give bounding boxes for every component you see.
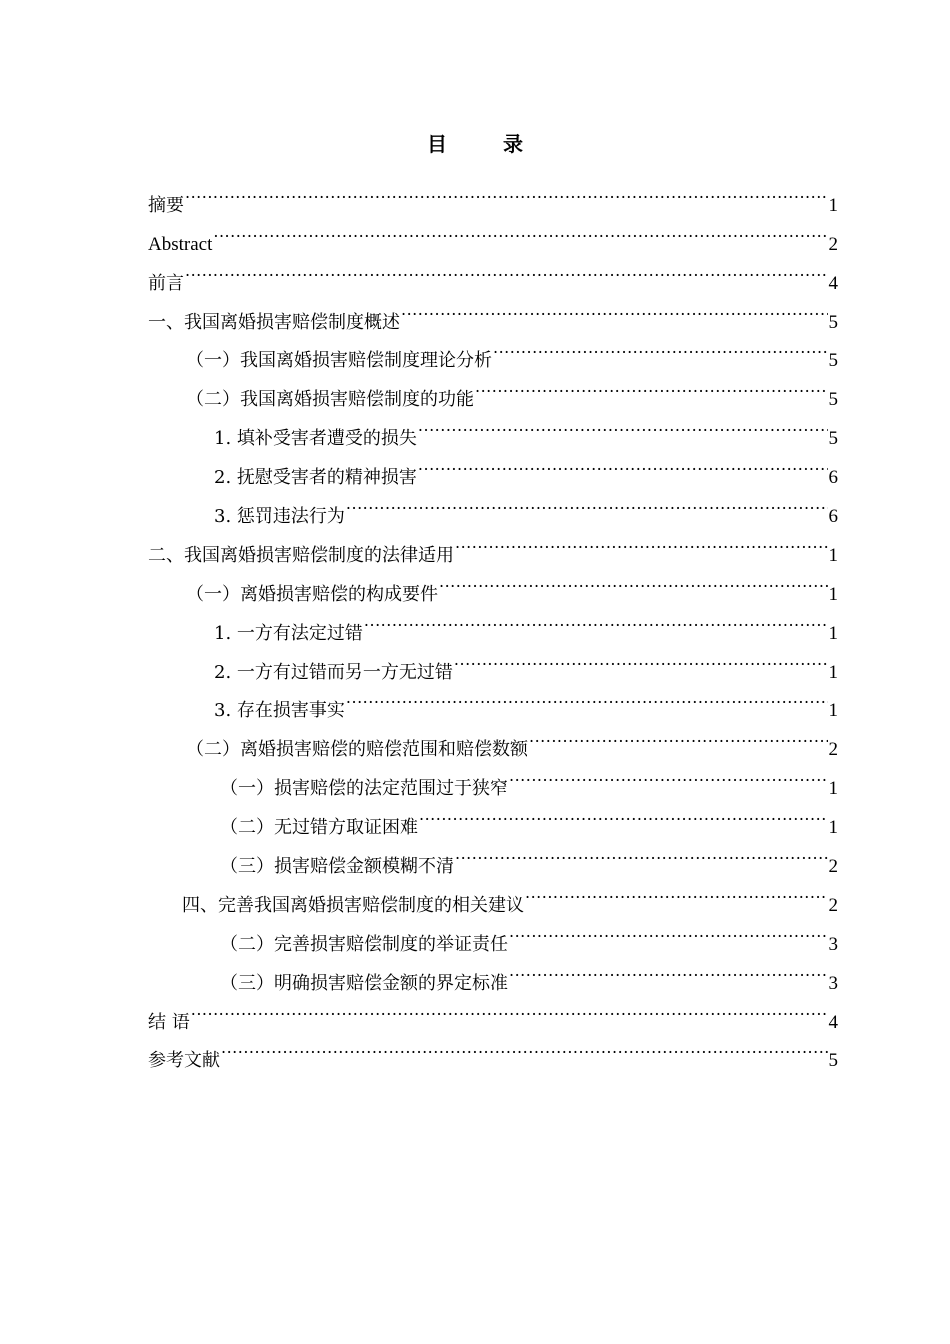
toc-entry-page-number: 5: [828, 311, 838, 333]
toc-entry-label: 3. 存在损害事实: [214, 700, 345, 722]
toc-entry-page-number: 1: [828, 700, 838, 722]
dot-leader: [509, 911, 828, 950]
toc-entry-label: （二）离婚损害赔偿的赔偿范围和赔偿数额: [186, 739, 528, 761]
toc-entry-label: Abstract: [148, 233, 213, 255]
dot-leader: [439, 561, 828, 600]
dot-leader: [185, 250, 828, 289]
toc-entry-label: （三）损害赔偿金额模糊不清: [220, 856, 454, 878]
dot-leader: [213, 211, 827, 250]
toc-entry-page-number: 5: [828, 350, 838, 372]
dot-leader: [364, 600, 828, 639]
toc-entry[interactable]: [148, 1028, 838, 1072]
toc-entry[interactable]: [148, 211, 838, 255]
dot-leader: [191, 989, 828, 1028]
toc-entry-label: （一）损害赔偿的法定范围过于狭窄: [220, 778, 508, 800]
dot-leader: [418, 405, 828, 444]
toc-entry-label: 二、我国离婚损害赔偿制度的法律适用: [148, 544, 454, 566]
toc-entry-page-number: 2: [828, 856, 838, 878]
toc-entry-label: 2. 抚慰受害者的精神损害: [214, 467, 417, 489]
toc-entry-label: 1. 填补受害者遭受的损失: [214, 428, 417, 450]
toc-entry-label: 参考文献: [148, 1050, 220, 1072]
dot-leader: [454, 639, 828, 678]
toc-entry-page-number: 5: [828, 1050, 838, 1072]
toc-entry-page-number: 6: [828, 506, 838, 528]
dot-leader: [221, 1028, 828, 1067]
toc-entry[interactable]: [148, 989, 838, 1033]
dot-leader: [509, 950, 828, 989]
toc-entry-label: （一）离婚损害赔偿的构成要件: [186, 583, 438, 605]
toc-entry-page-number: 4: [828, 272, 838, 294]
toc-entry-label: （一）我国离婚损害赔偿制度理论分析: [186, 350, 492, 372]
toc-entry[interactable]: [148, 250, 838, 294]
toc-entry-page-number: 4: [828, 1011, 838, 1033]
toc-entry-label: （二）无过错方取证困难: [220, 817, 418, 839]
dot-leader: [455, 833, 828, 872]
dot-leader: [346, 483, 828, 522]
toc-entry-label: 3. 惩罚违法行为: [214, 506, 345, 528]
toc-entry-page-number: 2: [828, 739, 838, 761]
dot-leader: [455, 522, 828, 561]
toc-entry-page-number: 1: [828, 544, 838, 566]
toc-entry-page-number: 1: [828, 817, 838, 839]
toc-entry-label: 1. 一方有法定过错: [214, 622, 363, 644]
toc-entry-page-number: 1: [828, 778, 838, 800]
toc-entry-label: 结 语: [148, 1011, 190, 1033]
dot-leader: [401, 289, 828, 328]
dot-leader: [529, 716, 828, 755]
dot-leader: [185, 172, 828, 211]
toc-entry[interactable]: [148, 289, 838, 333]
dot-leader: [493, 328, 828, 367]
dot-leader: [419, 794, 828, 833]
toc-entry-page-number: 1: [828, 622, 838, 644]
toc-entry[interactable]: [148, 172, 838, 216]
dot-leader: [418, 444, 828, 483]
toc-entry-label: （二）我国离婚损害赔偿制度的功能: [186, 389, 474, 411]
table-of-contents: [148, 172, 838, 1072]
toc-entry-page-number: 6: [828, 467, 838, 489]
dot-leader: [475, 366, 828, 405]
toc-entry-label: 四、完善我国离婚损害赔偿制度的相关建议: [182, 894, 524, 916]
toc-entry-page-number: 5: [828, 428, 838, 450]
dot-leader: [525, 872, 828, 911]
toc-entry-label: （三）明确损害赔偿金额的界定标准: [220, 972, 508, 994]
toc-entry-page-number: 2: [828, 233, 838, 255]
toc-entry-label: 摘要: [148, 194, 184, 216]
toc-entry-label: 2. 一方有过错而另一方无过错: [214, 661, 453, 683]
toc-entry-page-number: 5: [828, 389, 838, 411]
toc-entry-label: 前言: [148, 272, 184, 294]
toc-entry-page-number: 1: [828, 583, 838, 605]
dot-leader: [509, 755, 828, 794]
page-title: 目 录: [427, 132, 541, 156]
toc-entry-page-number: 2: [828, 894, 838, 916]
toc-entry-label: （二）完善损害赔偿制度的举证责任: [220, 933, 508, 955]
toc-entry-page-number: 1: [828, 194, 838, 216]
dot-leader: [346, 678, 828, 717]
toc-entry-label: 一、我国离婚损害赔偿制度概述: [148, 311, 400, 333]
toc-entry-page-number: 3: [828, 972, 838, 994]
toc-entry-page-number: 1: [828, 661, 838, 683]
toc-entry-page-number: 3: [828, 933, 838, 955]
